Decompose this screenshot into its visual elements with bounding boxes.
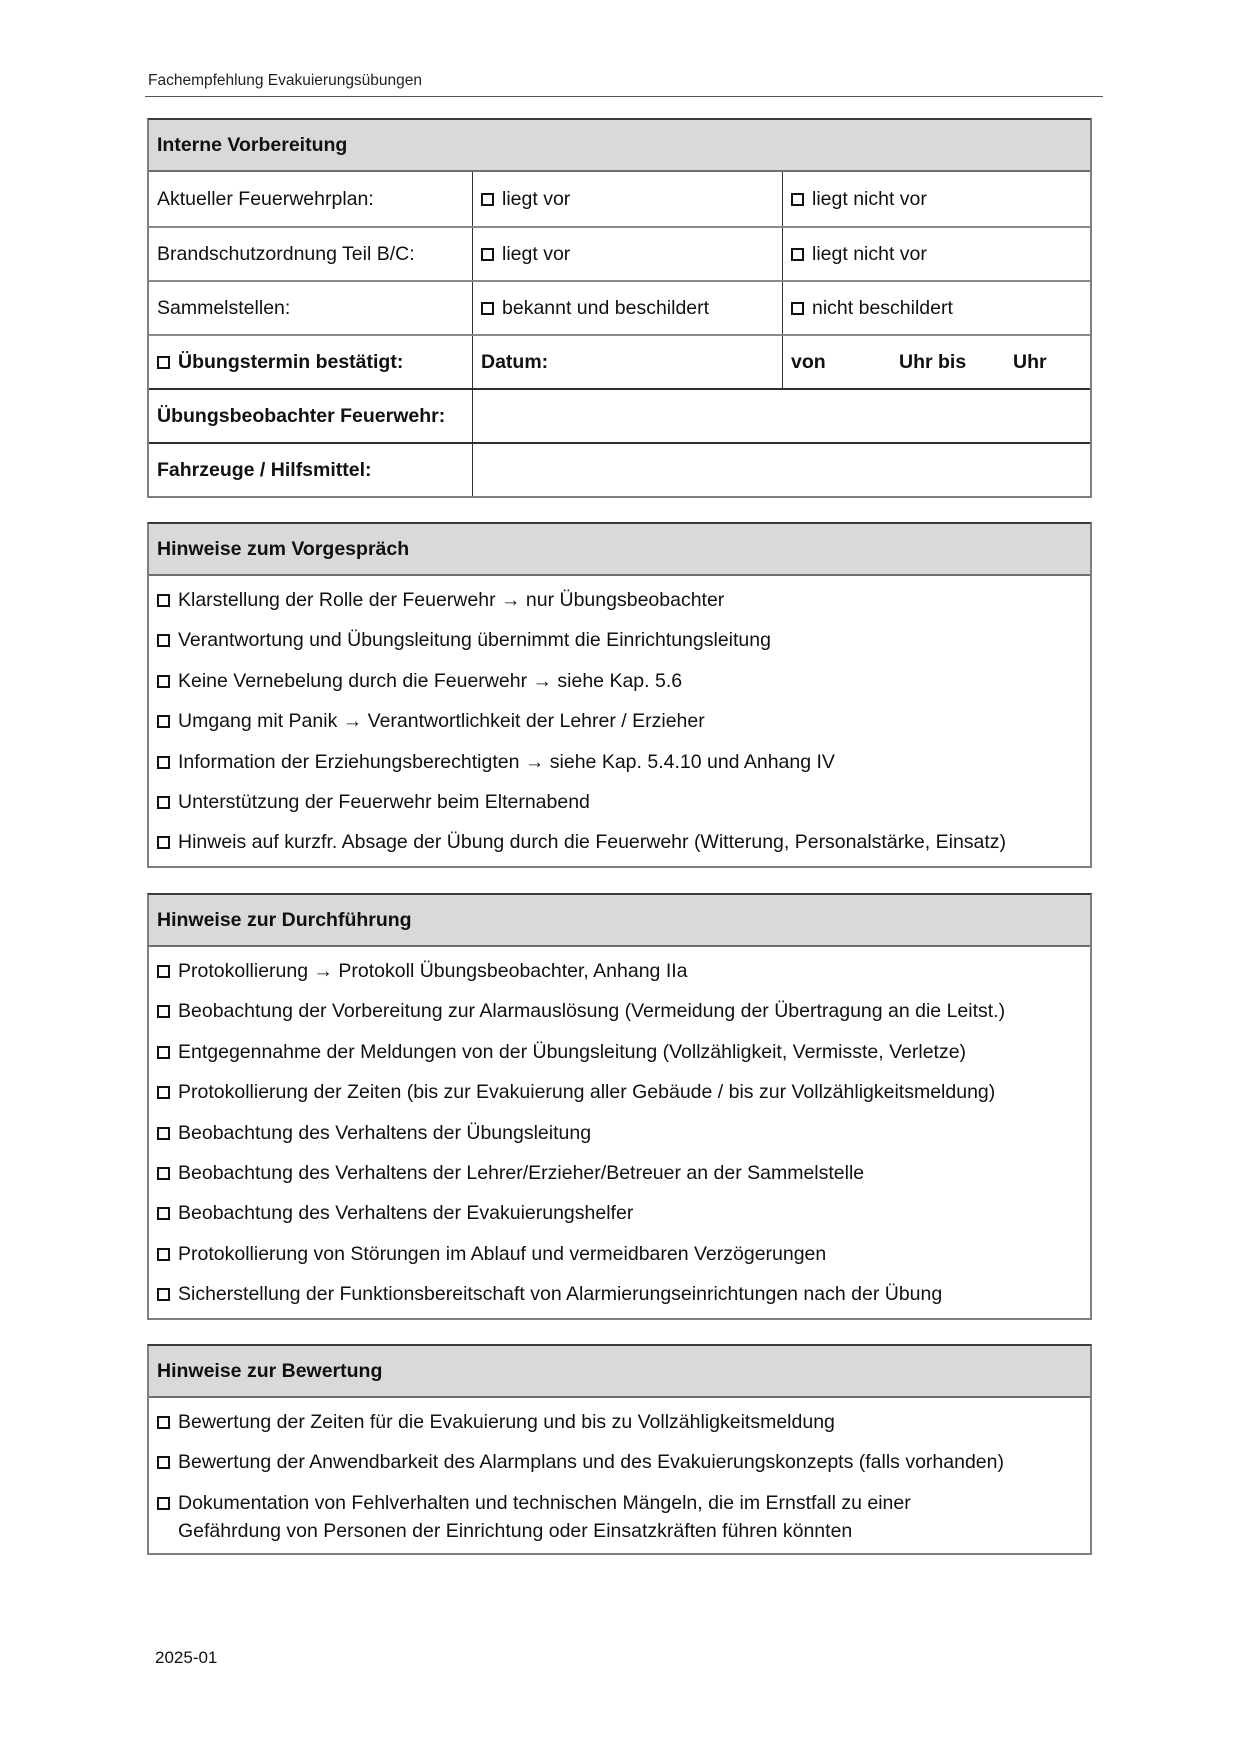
- option-bekannt-beschildert[interactable]: bekannt und beschildert: [473, 282, 783, 334]
- checklist-item[interactable]: Sicherstellung der Funktionsbereitschaft von Alarmierungseinrichtungen nach der Übung: [157, 1280, 1082, 1308]
- checklist-item[interactable]: Beobachtung des Verhaltens der Lehrer/Erzieher/Betreuer an der Sammelstelle: [157, 1159, 1082, 1187]
- checkbox-icon[interactable]: [791, 193, 804, 206]
- checklist-item[interactable]: Keine Vernebelung durch die Feuerwehr → siehe Kap. 5.6: [157, 667, 1082, 695]
- checklist-item[interactable]: Klarstellung der Rolle der Feuerwehr → nur Übungsbeobachter: [157, 586, 1082, 614]
- row-label: Fahrzeuge / Hilfsmittel:: [149, 444, 473, 496]
- checkbox-icon[interactable]: [157, 965, 170, 978]
- checklist-item[interactable]: Dokumentation von Fehlverhalten und technischen Mängeln, die im Ernstfall zu einer Gefährdung von Personen der Einrichtung oder Einsatzkräften führen könnten: [157, 1489, 1082, 1545]
- checklist-item[interactable]: Entgegennahme der Meldungen von der Übungsleitung (Vollzähligkeit, Vermisste, Verletze): [157, 1038, 1082, 1066]
- checklist-item[interactable]: Protokollierung → Protokoll Übungsbeobachter, Anhang IIa: [157, 957, 1082, 985]
- checklist-item[interactable]: Bewertung der Zeiten für die Evakuierung und bis zu Vollzähligkeitsmeldung: [157, 1408, 1082, 1436]
- checkbox-icon[interactable]: [157, 1127, 170, 1140]
- checkbox-icon[interactable]: [481, 193, 494, 206]
- section-durchfuehrung: [147, 893, 1092, 1320]
- section-title: Hinweise zur Durchführung: [149, 895, 1090, 947]
- section-bewertung: [147, 1344, 1092, 1555]
- checklist: [149, 1398, 1090, 1553]
- checklist-item[interactable]: Beobachtung der Vorbereitung zur Alarmauslösung (Vermeidung der Übertragung an die Leitst.): [157, 997, 1082, 1025]
- footer-version: 2025-01: [155, 1648, 218, 1667]
- checkbox-icon[interactable]: [157, 1288, 170, 1301]
- checkbox-icon[interactable]: [157, 1086, 170, 1099]
- checkbox-icon[interactable]: [157, 1248, 170, 1261]
- checkbox-icon[interactable]: [481, 302, 494, 315]
- section-title: Hinweise zur Bewertung: [149, 1346, 1090, 1398]
- checkbox-icon[interactable]: [157, 1046, 170, 1059]
- fahrzeuge-input[interactable]: [473, 444, 1090, 496]
- datum-field[interactable]: Datum:: [473, 336, 783, 388]
- checklist-item[interactable]: Protokollierung der Zeiten (bis zur Evakuierung aller Gebäude / bis zur Vollzähligkeitsmeldung): [157, 1078, 1082, 1106]
- checkbox-icon[interactable]: [157, 1416, 170, 1429]
- checkbox-icon[interactable]: [481, 248, 494, 261]
- checklist: [149, 947, 1090, 1316]
- option-liegt-vor[interactable]: liegt vor: [473, 228, 783, 280]
- checkbox-icon[interactable]: [157, 1005, 170, 1018]
- checklist: [149, 576, 1090, 864]
- checkbox-icon[interactable]: [157, 836, 170, 849]
- checkbox-icon[interactable]: [157, 796, 170, 809]
- uhr-label: Uhr: [1013, 350, 1047, 373]
- time-range-field[interactable]: [783, 336, 1090, 388]
- uebungsbeobachter-input[interactable]: [473, 390, 1090, 442]
- option-liegt-nicht-vor[interactable]: liegt nicht vor: [783, 172, 1090, 226]
- option-liegt-nicht-vor[interactable]: liegt nicht vor: [783, 228, 1090, 280]
- checklist-item[interactable]: Beobachtung des Verhaltens der Übungsleitung: [157, 1119, 1082, 1147]
- checkbox-icon[interactable]: [157, 594, 170, 607]
- termin-confirmed-checkbox[interactable]: Übungstermin bestätigt:: [149, 336, 473, 388]
- checklist-item[interactable]: Unterstützung der Feuerwehr beim Elternabend: [157, 788, 1082, 816]
- section-vorgespraech: [147, 522, 1092, 868]
- row-label: Aktueller Feuerwehrplan:: [149, 172, 473, 226]
- checklist-item[interactable]: Protokollierung von Störungen im Ablauf und vermeidbaren Verzögerungen: [157, 1240, 1082, 1268]
- row-sammelstellen: [149, 280, 1090, 334]
- checklist-item[interactable]: Verantwortung und Übungsleitung übernimmt die Einrichtungsleitung: [157, 626, 1082, 654]
- checkbox-icon[interactable]: [157, 756, 170, 769]
- checkbox-icon[interactable]: [157, 634, 170, 647]
- checkbox-icon[interactable]: [157, 356, 170, 369]
- checkbox-icon[interactable]: [157, 1207, 170, 1220]
- checkbox-icon[interactable]: [157, 1167, 170, 1180]
- row-fahrzeuge: [149, 442, 1090, 496]
- section-title: Interne Vorbereitung: [149, 120, 1090, 172]
- row-label: Sammelstellen:: [149, 282, 473, 334]
- header-rule: [145, 96, 1103, 97]
- checklist-item[interactable]: Information der Erziehungsberechtigten → siehe Kap. 5.4.10 und Anhang IV: [157, 748, 1082, 776]
- checkbox-icon[interactable]: [157, 675, 170, 688]
- section-title: Hinweise zum Vorgespräch: [149, 524, 1090, 576]
- row-label: Brandschutzordnung Teil B/C:: [149, 228, 473, 280]
- section-interne-vorbereitung: [147, 118, 1092, 498]
- option-liegt-vor[interactable]: liegt vor: [473, 172, 783, 226]
- checkbox-icon[interactable]: [157, 1497, 170, 1510]
- row-label: Übungsbeobachter Feuerwehr:: [149, 390, 473, 442]
- checkbox-icon[interactable]: [791, 302, 804, 315]
- row-uebungstermin: [149, 334, 1090, 388]
- von-label: von: [791, 350, 826, 373]
- checkbox-icon[interactable]: [157, 715, 170, 728]
- checklist-item[interactable]: Beobachtung des Verhaltens der Evakuierungshelfer: [157, 1199, 1082, 1227]
- page-header-title: Fachempfehlung Evakuierungsübungen: [148, 72, 423, 89]
- row-brandschutzordnung: [149, 226, 1090, 280]
- checklist-item[interactable]: Umgang mit Panik → Verantwortlichkeit der Lehrer / Erzieher: [157, 707, 1082, 735]
- checklist-item[interactable]: Bewertung der Anwendbarkeit des Alarmplans und des Evakuierungskonzepts (falls vorhanden): [157, 1448, 1082, 1476]
- checkbox-icon[interactable]: [791, 248, 804, 261]
- checklist-item[interactable]: Hinweis auf kurzfr. Absage der Übung durch die Feuerwehr (Witterung, Personalstärke, Einsatz): [157, 828, 1082, 856]
- option-nicht-beschildert[interactable]: nicht beschildert: [783, 282, 1090, 334]
- uhr-bis-label: Uhr bis: [899, 350, 967, 373]
- row-uebungsbeobachter: [149, 388, 1090, 442]
- row-feuerwehrplan: [149, 172, 1090, 226]
- checkbox-icon[interactable]: [157, 1456, 170, 1469]
